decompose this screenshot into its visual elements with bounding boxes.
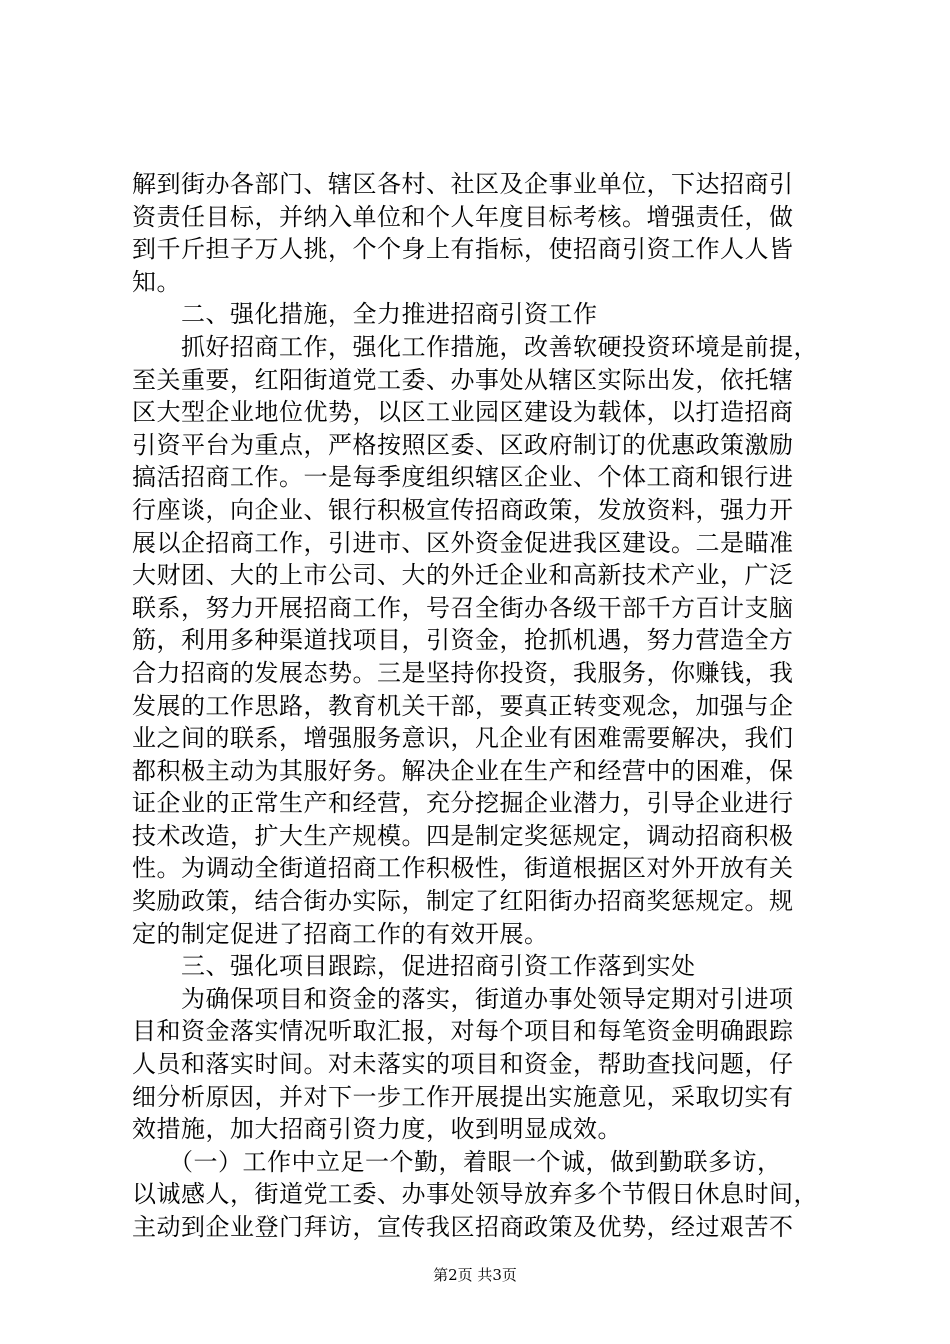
section-heading: 二、强化措施，全力推进招商引资工作 [132,300,598,329]
text-line: 抓好招商工作，强化工作措施，改善软硬投资环境是前提， [132,332,818,361]
text-line: 技术改造，扩大生产规模。四是制定奖惩规定，调动招商积极 [132,821,794,850]
text-line: 至关重要，红阳街道党工委、办事处从辖区实际出发，依托辖 [132,365,794,394]
text-line: 性。为调动全街道招商工作积极性，街道根据区对外开放有关 [132,854,794,883]
text-line: 区大型企业地位优势，以区工业园区建设为载体，以打造招商 [132,398,794,427]
text-line: 搞活招商工作。一是每季度组织辖区企业、个体工商和银行进 [132,463,794,492]
text-line: 大财团、大的上市公司、大的外迁企业和高新技术产业，广泛 [132,561,794,590]
text-line: 为确保项目和资金的落实，街道办事处领导定期对引进项 [132,984,794,1013]
text-line: （一）工作中立足一个勤，着眼一个诚，做到勤联多访， [132,1147,782,1176]
text-line: 细分析原因，并对下一步工作开展提出实施意见，采取切实有 [132,1082,794,1111]
text-line: 目和资金落实情况听取汇报，对每个项目和每笔资金明确跟踪 [132,1017,794,1046]
text-line: 定的制定促进了招商工作的有效开展。 [132,919,549,948]
text-line: 主动到企业登门拜访，宣传我区招商政策及优势，经过艰苦不 [132,1213,794,1241]
text-line: 展以企招商工作，引进市、区外资金促进我区建设。二是瞄准 [132,528,794,557]
text-line: 引资平台为重点，严格按照区委、区政府制订的优惠政策激励 [132,430,794,459]
page-footer: 第2页 共3页 [433,1266,517,1284]
text-line: 效措施，加大招商引资力度，收到明显成效。 [132,1115,622,1144]
text-line: 知。 [132,267,181,296]
text-line: 发展的工作思路，教育机关干部，要真正转变观念，加强与企 [132,691,794,720]
text-line: 业之间的联系，增强服务意识，凡企业有困难需要解决，我们 [132,724,794,753]
text-line: 解到街办各部门、辖区各村、社区及企事业单位，下达招商引 [132,170,794,198]
body-text [132,168,852,1244]
text-line: 以诚感人，街道党工委、办事处领导放弃多个节假日休息时间， [132,1180,818,1209]
section-heading: 三、强化项目跟踪，促进招商引资工作落到实处 [132,952,696,981]
text-line: 资责任目标，并纳入单位和个人年度目标考核。增强责任，做 [132,202,794,231]
text-line: 都积极主动为其服好务。解决企业在生产和经营中的困难，保 [132,756,794,785]
text-line: 到千斤担子万人挑，个个身上有指标，使招商引资工作人人皆 [132,235,794,264]
text-line: 人员和落实时间。对未落实的项目和资金，帮助查找问题，仔 [132,1050,794,1079]
text-line: 联系，努力开展招商工作，号召全街办各级干部千方百计支脑 [132,593,794,622]
text-line: 行座谈，向企业、银行积极宣传招商政策，发放资料，强力开 [132,495,794,524]
text-line: 证企业的正常生产和经营，充分挖掘企业潜力，引导企业进行 [132,789,794,818]
text-line: 奖励政策，结合街办实际，制定了红阳街办招商奖惩规定。规 [132,887,794,916]
text-line: 筋，利用多种渠道找项目，引资金，抢抓机遇，努力营造全方 [132,626,794,655]
text-line: 合力招商的发展态势。三是坚持你投资，我服务，你赚钱，我 [132,658,794,687]
